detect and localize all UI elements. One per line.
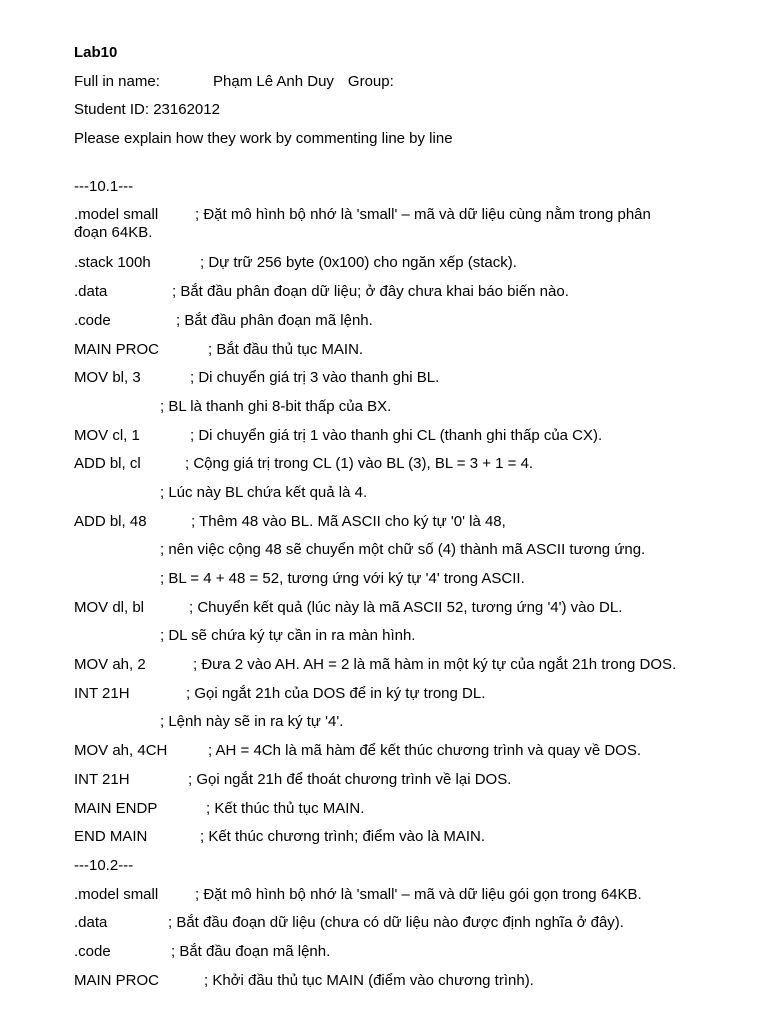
- asm-code: MAIN PROC: [74, 340, 160, 358]
- asm-code: END MAIN: [74, 828, 148, 846]
- asm-code: .model small: [74, 885, 159, 903]
- asm-code: .data: [74, 914, 108, 932]
- code-line: [74, 541, 694, 559]
- code-line: [74, 513, 694, 531]
- group-label: Group:: [347, 72, 394, 90]
- document-page: [74, 44, 694, 1000]
- code-line: [74, 627, 694, 645]
- asm-code: INT 21H: [74, 770, 130, 788]
- asm-comment: ; Di chuyển giá trị 1 vào thanh ghi CL (thanh ghi thấp của CX).: [190, 426, 603, 444]
- asm-comment: ; Dự trữ 256 byte (0x100) cho ngăn xếp (stack).: [200, 254, 517, 272]
- asm-code: MOV bl, 3: [74, 369, 141, 387]
- asm-comment: ; Gọi ngắt 21h của DOS để in ký tự trong DL.: [186, 684, 486, 702]
- asm-code: INT 21H: [74, 684, 130, 702]
- asm-comment: ; Gọi ngắt 21h để thoát chương trình về lại DOS.: [188, 770, 512, 788]
- asm-code: MOV cl, 1: [74, 426, 140, 444]
- code-line: [74, 455, 694, 473]
- code-line: [74, 742, 694, 760]
- asm-comment: ; Bắt đầu đoạn mã lệnh.: [171, 942, 331, 960]
- asm-comment: ; nên việc cộng 48 sẽ chuyển một chữ số (4) thành mã ASCII tương ứng.: [160, 541, 646, 559]
- asm-code: MOV ah, 4CH: [74, 742, 168, 760]
- asm-code: MAIN PROC: [74, 971, 160, 989]
- document-title: Lab10: [74, 44, 118, 61]
- asm-comment: ; Thêm 48 vào BL. Mã ASCII cho ký tự '0' là 48,: [191, 512, 506, 530]
- asm-comment: ; DL sẽ chứa ký tự cần in ra màn hình.: [160, 627, 416, 645]
- asm-comment: ; Khởi đầu thủ tục MAIN (điểm vào chương trình).: [204, 971, 534, 989]
- asm-comment-continuation: đoạn 64KB.: [74, 224, 153, 242]
- asm-comment: ; BL là thanh ghi 8-bit thấp của BX.: [160, 397, 392, 415]
- asm-code: .data: [74, 283, 108, 301]
- asm-code: .stack 100h: [74, 254, 151, 272]
- asm-comment: ; Đặt mô hình bộ nhớ là 'small' – mã và dữ liệu cùng nằm trong phân: [195, 206, 651, 224]
- instruction: Please explain how they work by commenting line by line: [74, 130, 453, 148]
- asm-comment: ; Kết thúc chương trình; điểm vào là MAIN.: [200, 828, 485, 846]
- code-line: [74, 886, 694, 904]
- asm-code: MOV ah, 2: [74, 656, 146, 674]
- asm-code: MOV dl, bl: [74, 598, 145, 616]
- asm-comment: ; BL = 4 + 48 = 52, tương ứng với ký tự '4' trong ASCII.: [160, 570, 525, 587]
- asm-comment: ; Lúc này BL chứa kết quả là 4.: [160, 483, 368, 501]
- asm-comment: ; Cộng giá trị trong CL (1) vào BL (3), BL = 3 + 1 = 4.: [185, 455, 534, 473]
- asm-comment: ; Bắt đầu phân đoạn dữ liệu; ở đây chưa khai báo biến nào.: [172, 283, 569, 301]
- asm-comment: ; Bắt đầu phân đoạn mã lệnh.: [176, 311, 373, 329]
- code-line: [74, 771, 694, 789]
- name-line: [74, 73, 694, 91]
- asm-comment: ; Kết thúc thủ tục MAIN.: [206, 799, 365, 817]
- code-line: [74, 800, 694, 818]
- asm-code: ADD bl, cl: [74, 455, 141, 473]
- code-line: [74, 254, 694, 272]
- code-line: [74, 398, 694, 416]
- asm-comment: ; Đưa 2 vào AH. AH = 2 là mã hàm in một ký tự của ngắt 21h trong DOS.: [193, 656, 677, 674]
- code-line: [74, 599, 694, 617]
- asm-code: MAIN ENDP: [74, 799, 158, 817]
- spacer: [74, 159, 694, 178]
- code-line: [74, 972, 694, 990]
- section-heading-10-1: ---10.1---: [74, 177, 134, 195]
- name-value: Phạm Lê Anh Duy: [213, 72, 334, 90]
- code-line: [74, 914, 694, 932]
- asm-comment: ; AH = 4Ch là mã hàm để kết thúc chương trình và quay về DOS.: [208, 742, 642, 760]
- student-id: Student ID: 23162012: [74, 101, 220, 119]
- code-line: [74, 206, 694, 242]
- code-line: [74, 312, 694, 330]
- asm-comment: ; Bắt đầu thủ tục MAIN.: [208, 340, 364, 358]
- section-heading-10-2: ---10.2---: [74, 856, 134, 874]
- code-line: [74, 341, 694, 359]
- code-line: [74, 369, 694, 387]
- asm-code: ADD bl, 48: [74, 512, 147, 530]
- code-line: [74, 570, 694, 588]
- asm-comment: ; Đặt mô hình bộ nhớ là 'small' – mã và dữ liệu gói gọn trong 64KB.: [195, 885, 642, 903]
- code-line: [74, 427, 694, 445]
- code-line: [74, 943, 694, 961]
- asm-comment: ; Chuyển kết quả (lúc này là mã ASCII 52, tương ứng '4') vào DL.: [189, 598, 623, 616]
- code-line: [74, 656, 694, 674]
- name-label: Full in name:: [74, 72, 160, 90]
- asm-comment: ; Lệnh này sẽ in ra ký tự '4'.: [160, 713, 344, 731]
- code-line: [74, 713, 694, 731]
- asm-code: .code: [74, 311, 111, 329]
- asm-comment: ; Bắt đầu đoạn dữ liệu (chưa có dữ liệu nào được định nghĩa ở đây).: [168, 914, 624, 932]
- code-line: [74, 828, 694, 846]
- code-line: [74, 685, 694, 703]
- code-line: [74, 283, 694, 301]
- asm-code: .code: [74, 942, 111, 960]
- asm-comment: ; Di chuyển giá trị 3 vào thanh ghi BL.: [190, 369, 440, 387]
- asm-code: .model small: [74, 206, 159, 224]
- code-line: [74, 484, 694, 502]
